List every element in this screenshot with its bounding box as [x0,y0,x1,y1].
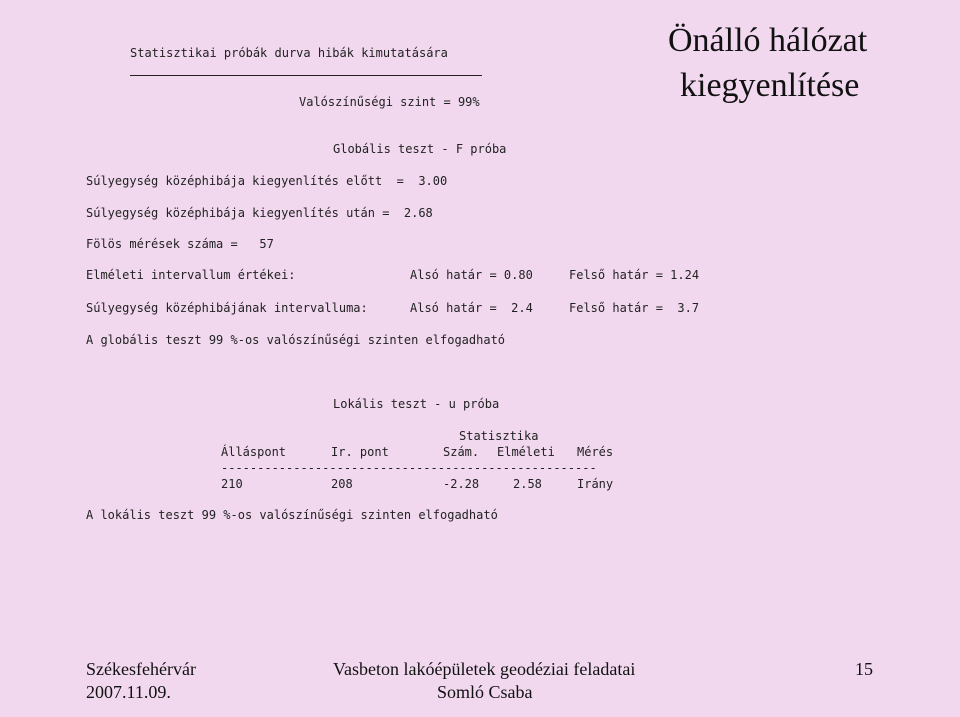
cell-theoretical: 2.58 [513,477,542,491]
column-header-computed: Szám. [443,445,480,459]
theoretical-lower: Alsó határ = 0.80 [410,268,533,282]
theoretical-upper: Felső határ = 1.24 [569,268,700,282]
column-header-measurement: Mérés [577,445,614,459]
unit-error-interval-label: Súlyegység középhibájának intervalluma: [86,301,368,315]
global-test-conclusion: A globális teszt 99 %-os valószínűségi szinten elfogadható [86,333,506,347]
footer-author: Somló Csaba [437,682,533,702]
footer-location: Székesfehérvár [86,659,196,679]
theoretical-interval-label: Elméleti intervallum értékei: [86,268,296,282]
interval-lower: Alsó határ = 2.4 [410,301,533,315]
title-underline [130,75,482,76]
slide-title-line1: Önálló hálózat [668,22,868,59]
footer-course-title: Vasbeton lakóépületek geodéziai feladatai [333,659,636,679]
slide-title-line2: kiegyenlítése [680,67,860,104]
unit-error-before: Súlyegység középhibája kiegyenlítés előtt = 3.00 [86,174,448,188]
cell-computed: -2.28 [443,477,480,491]
cell-station: 210 [221,477,243,491]
local-test-heading: Lokális teszt - u próba [333,397,500,411]
confidence-level: Valószínűségi szint = 99% [299,95,480,109]
local-test-conclusion: A lokális teszt 99 %-os valószínűségi szinten elfogadható [86,508,498,522]
redundant-count: Fölös mérések száma = 57 [86,237,274,251]
column-header-theoretical: Elméleti [497,445,555,459]
cell-measurement: Irány [577,477,614,491]
interval-upper: Felső határ = 3.7 [569,301,700,315]
footer-date: 2007.11.09. [86,682,171,702]
column-header-station: Álláspont [221,445,287,459]
unit-error-after: Súlyegység középhibája kiegyenlítés után = 2.68 [86,206,433,220]
cell-target: 208 [331,477,353,491]
report-title: Statisztikai próbák durva hibák kimutatására [130,46,448,60]
global-test-heading: Globális teszt - F próba [333,142,507,156]
page-number: 15 [855,659,873,679]
column-header-target: Ir. pont [331,445,389,459]
table-separator: ---------------------------------------------------- [221,461,597,475]
statistic-group-header: Statisztika [459,429,539,443]
